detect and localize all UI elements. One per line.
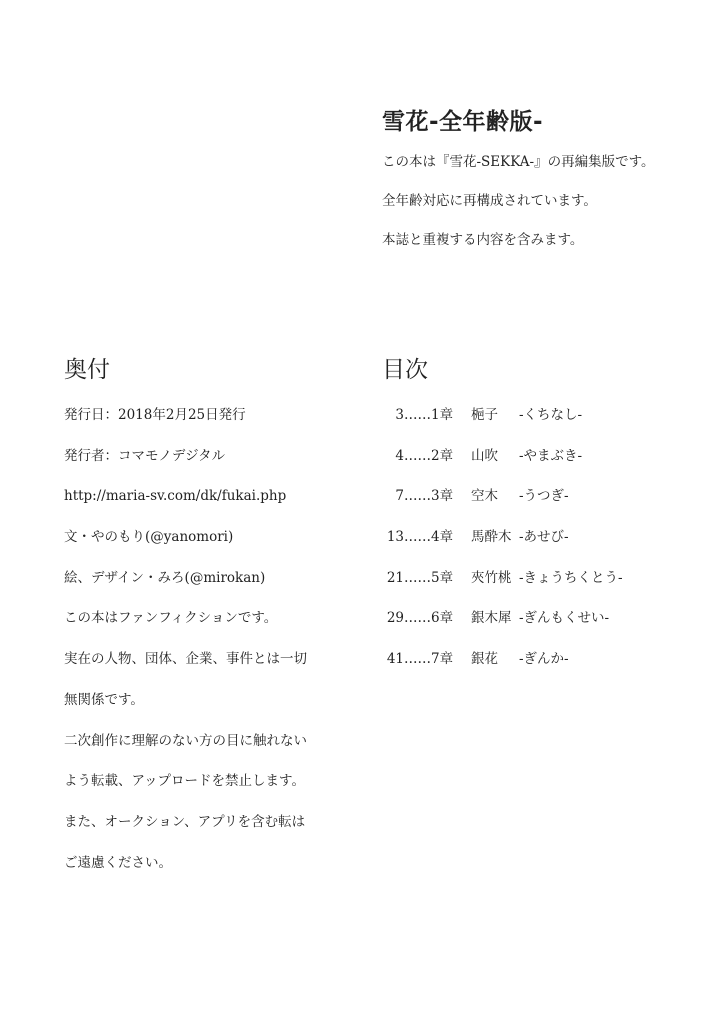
colophon-section bbox=[64, 356, 364, 896]
toc-leader-dots: …… bbox=[404, 488, 431, 505]
toc-chapter-reading: -やまぶき- bbox=[519, 447, 583, 464]
description-line: 全年齢対応に再構成されています。 bbox=[382, 193, 597, 209]
notice-line: また、オークション、アプリを含む転は bbox=[64, 813, 306, 830]
toc-heading: 目次 bbox=[382, 357, 428, 383]
toc-chapter-number: 3章 bbox=[431, 488, 454, 505]
toc-chapter-title: 銀木犀 bbox=[471, 610, 512, 627]
notice-line: この本はファンフィクションです。 bbox=[64, 610, 278, 627]
toc-chapter-title: 夾竹桃 bbox=[471, 569, 512, 586]
colophon-heading: 奥付 bbox=[64, 357, 110, 383]
publisher: 発行者：コマモノデジタル bbox=[64, 447, 226, 464]
toc-chapter-reading: -あせび- bbox=[519, 529, 569, 546]
toc-leader-dots: …… bbox=[404, 569, 431, 586]
toc-page-number: 29 bbox=[386, 610, 404, 627]
toc-chapter-reading: -うつぎ- bbox=[519, 488, 569, 505]
toc-chapter-number: 6章 bbox=[431, 610, 454, 627]
toc-chapter-title: 梔子 bbox=[471, 407, 498, 423]
toc-entry bbox=[382, 449, 712, 490]
toc-leader-dots: …… bbox=[404, 407, 431, 423]
toc-chapter-reading: -ぎんか- bbox=[519, 651, 569, 668]
toc-chapter-number: 2章 bbox=[431, 447, 454, 464]
toc-entry bbox=[382, 652, 712, 693]
title-block bbox=[382, 103, 712, 273]
toc-chapter-number: 4章 bbox=[431, 529, 454, 546]
description-line: この本は『雪花-SEKKA-』の再編集版です。 bbox=[382, 154, 655, 170]
toc-page-number: 7 bbox=[395, 488, 404, 505]
toc-entry bbox=[382, 408, 712, 449]
website-url: http://maria-sv.com/dk/fukai.php bbox=[64, 488, 287, 505]
toc-chapter-title: 馬酔木 bbox=[471, 529, 512, 546]
publish-date: 発行日：2018年2月25日発行 bbox=[64, 407, 246, 423]
toc-leader-dots: …… bbox=[404, 610, 431, 627]
table-of-contents bbox=[382, 356, 712, 693]
toc-entry bbox=[382, 489, 712, 530]
author-credit: 文・やのもり(@yanomori) bbox=[64, 529, 234, 546]
toc-chapter-reading: -ぎんもくせい- bbox=[519, 610, 610, 627]
toc-entry bbox=[382, 611, 712, 652]
toc-entry bbox=[382, 530, 712, 571]
toc-chapter-reading: -きょうちくとう- bbox=[519, 569, 623, 586]
toc-chapter-reading: -くちなし- bbox=[519, 407, 583, 423]
notice-line: 二次創作に理解のない方の目に触れない bbox=[64, 732, 307, 749]
notice-line: 無関係です。 bbox=[64, 691, 144, 708]
notice-line: よう転載、アップロードを禁止します。 bbox=[64, 773, 305, 790]
description-line: 本誌と重複する内容を含みます。 bbox=[382, 232, 584, 248]
toc-chapter-number: 1章 bbox=[431, 407, 454, 423]
toc-page-number: 21 bbox=[386, 569, 404, 586]
toc-page-number: 41 bbox=[386, 651, 404, 668]
toc-page-number: 13 bbox=[386, 529, 404, 546]
toc-page-number: 3 bbox=[395, 407, 404, 423]
toc-chapter-number: 5章 bbox=[431, 569, 454, 586]
toc-chapter-title: 山吹 bbox=[471, 447, 498, 464]
book-title: 雪花-全年齢版- bbox=[382, 109, 544, 135]
artist-credit: 絵、デザイン・みろ(@mirokan) bbox=[64, 569, 266, 586]
toc-leader-dots: …… bbox=[404, 529, 431, 546]
toc-page-number: 4 bbox=[395, 447, 404, 464]
toc-chapter-number: 7章 bbox=[431, 651, 454, 668]
toc-chapter-title: 空木 bbox=[471, 488, 498, 505]
toc-entry bbox=[382, 571, 712, 612]
notice-line: ご遠慮ください。 bbox=[64, 854, 172, 871]
toc-leader-dots: …… bbox=[404, 651, 431, 668]
toc-leader-dots: …… bbox=[404, 447, 431, 464]
toc-chapter-title: 銀花 bbox=[471, 651, 498, 668]
notice-line: 実在の人物、団体、企業、事件とは一切 bbox=[64, 651, 307, 668]
